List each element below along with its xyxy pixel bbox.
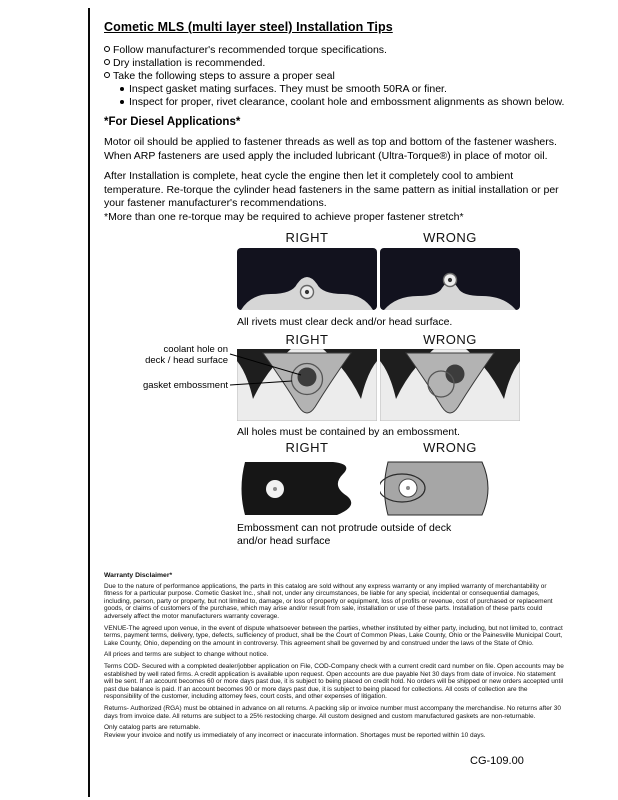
annotation-text: deck / head surface: [145, 355, 228, 366]
tips-list: [104, 44, 574, 109]
annotation-text: gasket embossment: [142, 380, 228, 391]
caption-text: Embossment can not protrude outside of deck: [237, 522, 452, 534]
legal-paragraph: Returns- Authorized (RGA) must be obtained in advance on all returns. A packing slip or invoice number must accompany the merchandise. No returns after 30 days from invoice date. All returns are subject to a 25% restocking charge. All custom designed and custom manufactured gaskets are non-returnable.: [104, 704, 562, 720]
diesel-paragraph-1: Motor oil should be applied to fastener threads as well as top and bottom of the fastener washers. When ARP fasteners are used apply the included lubricant (Ultra-Torque®) in place of motor oil.: [104, 136, 557, 162]
wrong-label: WRONG: [423, 440, 477, 455]
open-bullet-icon: [104, 56, 113, 69]
caption-text: and/or head surface: [237, 534, 331, 547]
filled-bullet-icon: [120, 82, 129, 95]
filled-bullet-icon: [120, 95, 129, 108]
list-item: [104, 70, 574, 83]
coolant-hole-wrong-diagram: [380, 349, 520, 421]
list-item: [120, 96, 574, 109]
coolant-hole-right-diagram: [237, 349, 377, 421]
wrong-label: WRONG: [423, 230, 477, 245]
right-label: RIGHT: [285, 440, 329, 455]
embossment-right-diagram: [237, 458, 377, 520]
legal-paragraph: Due to the nature of performance applications, the parts in this catalog are sold without any express warranty or any implied warranty of merchantability or fitness for a particular purpose. Cometic Gasket Inc., shall not, under any circumstances, be liable for any special, incidental or consequential damages, including, person, party or property, but not limited to, damage, or loss of property or equipment, loss of profits or revenue, cost of purchased or replacement goods, or claims of customers of the purchase, which may arise and/or result from sale, installation or use of these parts. Installation of these parts could adversely affect the motor manufacturers warranty coverage.: [104, 582, 553, 620]
page-number: CG-109.00: [470, 755, 524, 767]
list-item: [104, 44, 574, 57]
open-bullet-icon: [104, 69, 113, 82]
tip-text: Take the following steps to assure a proper seal: [113, 70, 335, 82]
right-label: RIGHT: [285, 332, 329, 347]
warranty-heading: Warranty Disclaimer*: [104, 572, 173, 579]
legal-paragraph: VENUE-The agreed upon venue, in the event of dispute whatsoever between the parties, whether instituted by either party, including, but not limited to, contract terms, payment terms, delivery, type, defects, sufficiency of product, shall be the Court of Common Pleas, Lake County, Ohio or the Painesville Municipal Court, Lake County, Ohio, depending on the amount in controversy. This agreement shall be governed by and construed under the laws of the State of Ohio.: [104, 624, 563, 647]
coolant-hole-annotation: [118, 344, 228, 366]
tip-text: Follow manufacturer's recommended torque specifications.: [113, 44, 387, 56]
right-label: RIGHT: [285, 230, 329, 245]
legal-paragraph: All prices and terms are subject to change without notice.: [104, 651, 269, 659]
legal-disclaimer: [104, 572, 566, 743]
rivet-wrong-diagram: [380, 248, 520, 310]
tip-text: Inspect gasket mating surfaces. They must be smooth 50RA or finer.: [129, 83, 447, 95]
embossment-wrong-diagram: [380, 458, 520, 520]
legal-paragraph: Terms COD- Secured with a completed dealer/jobber application on File, COD-Company check with a current credit card number on file. Open accounts may be established by well rated firms. A credit application is available upon request. Open accounts are due payable Net 30 days from date of invoice. No statement will be sent. If an account becomes 60 or more days past due, it is subject to being placed on credit hold. No orders will be shipped or new orders accepted until past due balance is paid. If an account becomes 90 or more days past due, it is subject to being placed for collections. All costs of collection are the responsibility of the customer, including attorney fees, court costs, and other expenses of litigation.: [104, 662, 564, 701]
open-bullet-icon: [104, 43, 113, 56]
list-item: [104, 57, 574, 70]
diagram-section: [0, 228, 618, 560]
embossment-caption: [237, 522, 547, 547]
page-title: Cometic MLS (multi layer steel) Installation Tips: [104, 20, 393, 34]
diesel-applications-heading: *For Diesel Applications*: [104, 116, 241, 128]
gasket-embossment-annotation: [96, 380, 228, 391]
coolant-hole-caption: All holes must be contained by an embossment.: [237, 426, 460, 438]
legal-paragraph: Only catalog parts are returnable.: [104, 724, 201, 732]
legal-paragraph: Review your invoice and notify us immediately of any incorrect or inaccurate information. Shortages must be reported within 10 days.: [104, 731, 486, 739]
diesel-paragraph-2: After Installation is complete, heat cycle the engine then let it completely cool to ambient temperature. Re-torque the cylinder head fasteners in the same pattern as initial installation or per your fastener manufacturer's recommendations.: [104, 170, 559, 209]
tip-text: Dry installation is recommended.: [113, 57, 266, 69]
rivet-right-diagram: [237, 248, 377, 310]
tip-text: Inspect for proper, rivet clearance, coolant hole and embossment alignments as shown below.: [129, 96, 565, 108]
retorque-note: *More than one re-torque may be required to achieve proper fastener stretch*: [104, 211, 464, 223]
annotation-text: coolant hole on: [163, 344, 228, 355]
list-item: [120, 83, 574, 96]
wrong-label: WRONG: [423, 332, 477, 347]
rivet-caption: All rivets must clear deck and/or head surface.: [237, 316, 453, 328]
